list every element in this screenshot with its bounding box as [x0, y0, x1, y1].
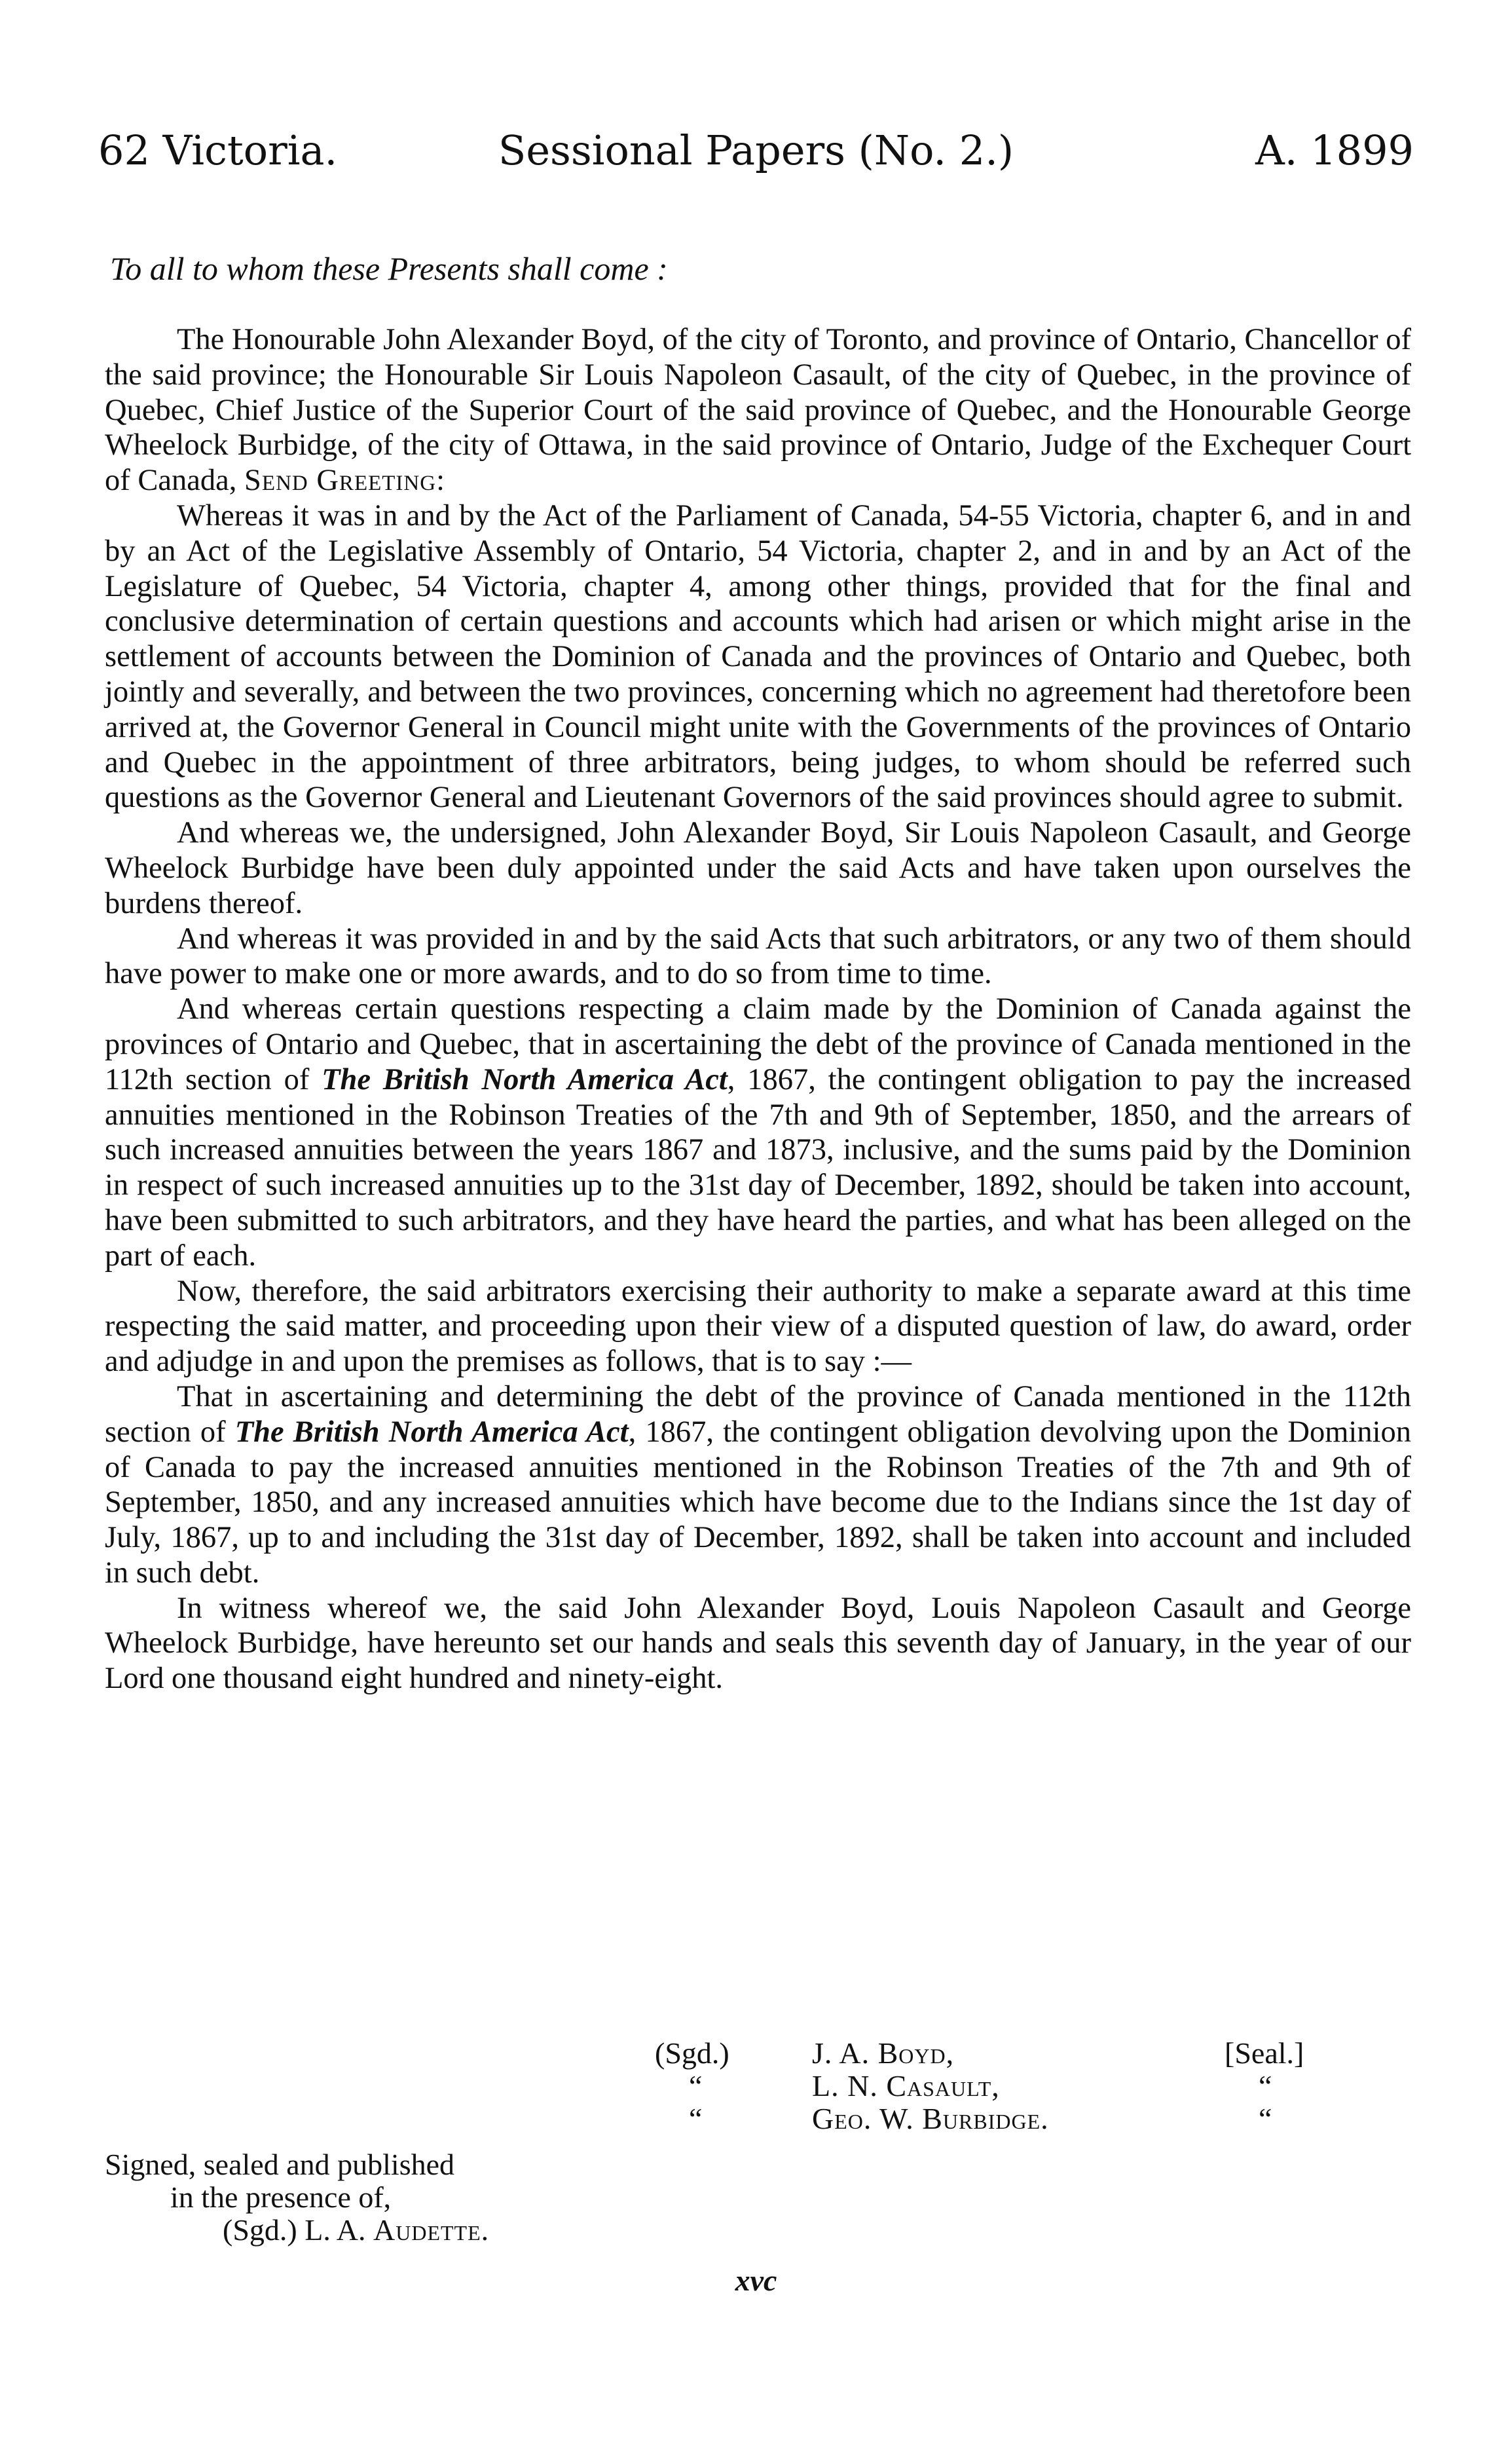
witness-line-3 [105, 2214, 489, 2247]
paragraph-whereas-act: Whereas it was in and by the Act of the Parliament of Canada, 54-55 Victoria, chapter 6, and in and by an Act of the Legislative Assembly of Ontario, 54 Victoria, chapter 2, and in and by an Act of the Legislature of Quebec, 54 Victoria, chapter 4, among other things, provided that for the final and conclusive determination of certain questions and accounts which had arisen or which might arise in the settlement of accounts between the Dominion of Canada and the provinces of Ontario and Quebec, both jointly and severally, and between the two provinces, concerning which no agreement had theretofore been arrived at, the Governor General in Council might unite with the Governments of the provinces of Ontario and Quebec in the appointment of three arbitrators, being judges, to whom should be referred such questions as the Governor General and Lieutenant Governors of the said provinces should agree to submit. [105, 498, 1411, 815]
ditto-mark: “ [1259, 2102, 1272, 2135]
witness-name: Audette. [373, 2213, 490, 2247]
signatory-names [812, 2037, 1179, 2135]
signatory-casault: L. N. Casault, [812, 2069, 1000, 2102]
award-text-b: , 1867, the contingent obligation devolving upon the Dominion of Canada to pay the increased annuities mentioned in the Robinson Treaties of the 7th and 9th of September, 1850, and any increased annuities which have become due to the Indians since the 1st day of July, 1867, up to and including the 31st day of December, 1892, shall be taken into account and included in such debt. [105, 1415, 1411, 1590]
award-text-a: That in ascertaining and determining the debt of the province of Canada mentioned in the 112th section of [105, 1379, 1411, 1449]
paragraph-whereas-appointed: And whereas we, the undersigned, John Alexander Boyd, Sir Louis Napoleon Casault, and George Wheelock Burbidge have been duly appointed under the said Acts and have taken upon ourselves the burdens thereof. [105, 816, 1411, 920]
seal-column [1225, 2037, 1355, 2135]
witness-prefix: (Sgd.) L. A. [223, 2213, 373, 2247]
send-greeting: Send Greeting [244, 464, 437, 498]
header-session: 62 Victoria. [98, 126, 338, 174]
ditto-mark: “ [689, 2069, 703, 2102]
paragraph-now-therefore: Now, therefore, the said arbitrators exercising their authority to make a separate award at this time respecting the said matter, and proceeding upon their view of a disputed question of law, do award, order and adjudge in and upon the premises as follows, that is to say :— [105, 1274, 1411, 1379]
paragraph-award [105, 1379, 1411, 1591]
signatory-burbidge: Geo. W. Burbidge. [812, 2102, 1049, 2135]
signed-label: (Sgd.) [655, 2036, 729, 2070]
signed-column [655, 2037, 760, 2135]
paragraph-whereas-questions [105, 992, 1411, 1273]
header-year: A. 1899 [1255, 126, 1414, 174]
paragraph-parties [105, 322, 1411, 498]
award-body [105, 322, 1411, 1696]
questions-text-b: , 1867, the contingent obligation to pay the increased annuities mentioned in the Robinson Treaties of the 7th and 9th of September, 1850, and the arrears of such increased annuities between the years 1867 and 1873, inclusive, and the sums paid by the Dominion in respect of such increased annuities up to the 31st day of December, 1892, should be taken into account, have been submitted to such arbitrators, and they have heard the parties, and what has been alleged on the part of each. [105, 1062, 1411, 1273]
signatory-boyd: J. A. Boyd, [812, 2036, 955, 2070]
act-title-2: The British North America Act [234, 1415, 629, 1449]
ditto-mark: “ [689, 2102, 703, 2135]
header-title: Sessional Papers (No. 2.) [498, 126, 1014, 174]
greeting-colon: : [436, 464, 445, 498]
page-header [98, 124, 1414, 177]
witness-line-2: in the presence of, [170, 2180, 392, 2214]
seal-label: [Seal.] [1225, 2036, 1304, 2070]
page-number: xvc [735, 2264, 777, 2297]
witness-line-1: Signed, sealed and published [105, 2148, 455, 2181]
salutation: To all to whom these Presents shall come : [110, 250, 668, 287]
questions-text-a: And whereas certain questions respecting a claim made by the Dominion of Canada against the provinces of Ontario and Quebec, that in ascertaining the debt of the province of Canada mentioned in the 112th section of [105, 992, 1411, 1096]
witness-block [105, 2148, 489, 2247]
ditto-mark: “ [1259, 2069, 1272, 2102]
parties-text: The Honourable John Alexander Boyd, of the city of Toronto, and province of Ontario, Chancellor of the said province; the Honourable Sir Louis Napoleon Casault, of the city of Quebec, in the province of Quebec, Chief Justice of the Superior Court of the said province of Quebec, and the Honourable George Wheelock Burbidge, of the city of Ottawa, in the said province of Ontario, Judge of the Exchequer Court of Canada, [105, 323, 1411, 498]
paragraph-witness: In witness whereof we, the said John Alexander Boyd, Louis Napoleon Casault and George Wheelock Burbidge, have hereunto set our hands and seals this seventh day of January, in the year of our Lord one thousand eight hundred and ninety-eight. [105, 1591, 1411, 1696]
paragraph-whereas-awards: And whereas it was provided in and by the said Acts that such arbitrators, or any two of them should have power to make one or more awards, and to do so from time to time. [105, 922, 1411, 991]
act-title-1: The British North America Act [322, 1062, 728, 1096]
